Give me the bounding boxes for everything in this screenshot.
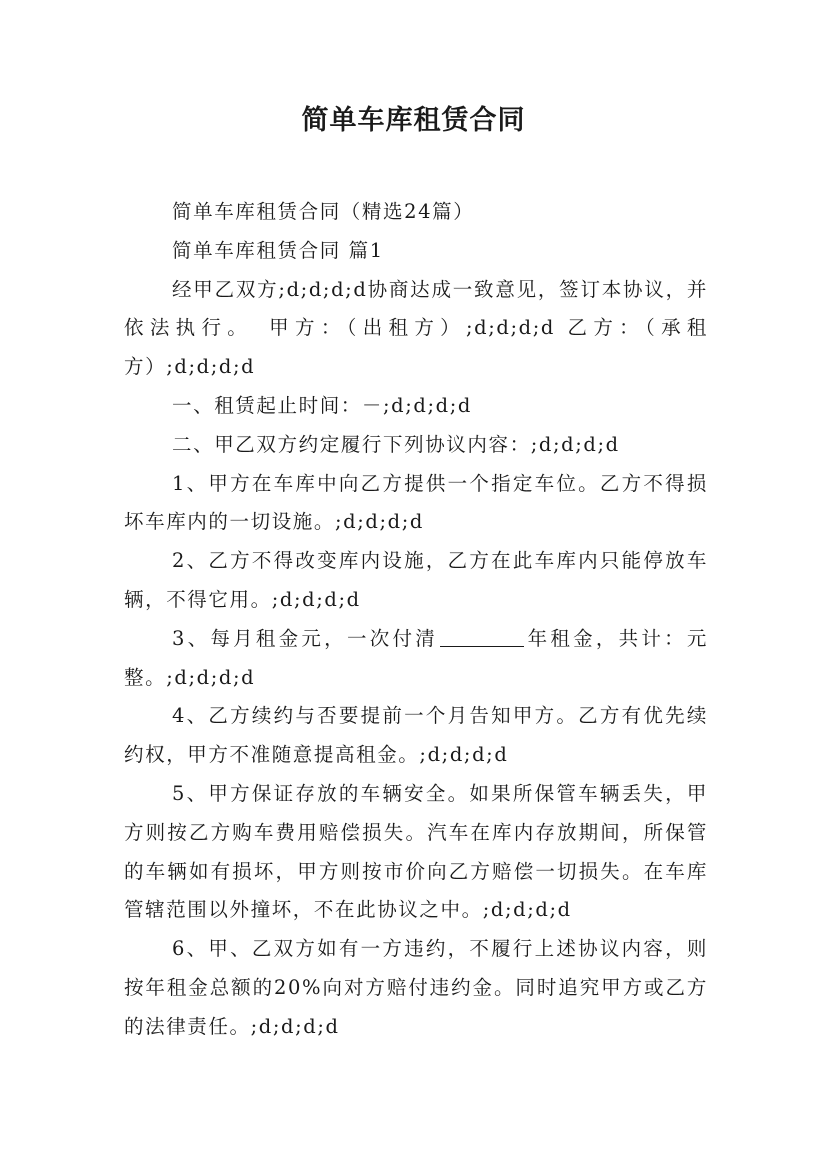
document-body [124,193,708,1047]
paragraph-clause-1: 1、甲方在车库中向乙方提供一个指定车位。乙方不得损坏车库内的一切设施。;d;d;d;d [124,471,708,534]
paragraph-agreement: 二、甲乙双方约定履行下列协议内容：;d;d;d;d [172,432,620,456]
fill-in-blank [440,625,524,646]
paragraph-clause-2: 2、乙方不得改变库内设施，乙方在此车库内只能停放车辆，不得它用。;d;d;d;d [124,549,708,611]
paragraph-term: 一、租赁起止时间：－;d;d;d;d [172,393,473,417]
paragraph-clause-6: 6、甲、乙双方如有一方违约，不履行上述协议内容，则按年租金总额的20%向对方赔付违约金。同时追究甲方或乙方的法律责任。;d;d;d;d [124,937,708,1038]
paragraph-clause-3 [124,620,708,698]
document-title: 简单车库租赁合同 [301,105,526,136]
paragraph-subtitle: 简单车库租赁合同（精选24篇） [172,200,475,223]
paragraph-clause-5: 5、甲方保证存放的车辆安全。如果所保管车辆丢失，甲方则按乙方购车费用赔偿损失。汽车在库内存放期间，所保管的车辆如有损坏，甲方则按市价向乙方赔偿一切损失。在车库管辖范围以外撞坏，不在此协议之中。;d;d;d;d [124,781,708,922]
paragraph-intro: 经甲乙双方;d;d;d;d协商达成一致意见，签订本协议，并依法执行。 甲方：（出租方）;d;d;d;d 乙方：（承租方）;d;d;d;d [124,277,708,379]
clause-3-text-after: 年租金，共计：元整。;d;d;d;d [124,626,709,689]
paragraph-section-heading: 简单车库租赁合同 篇1 [172,238,384,262]
clause-3-text-before: 3、每月租金元，一次付清 [172,626,438,650]
paragraph-clause-4: 4、乙方续约与否要提前一个月告知甲方。乙方有优先续约权，甲方不准随意提高租金。;d;d;d;d [124,704,708,767]
